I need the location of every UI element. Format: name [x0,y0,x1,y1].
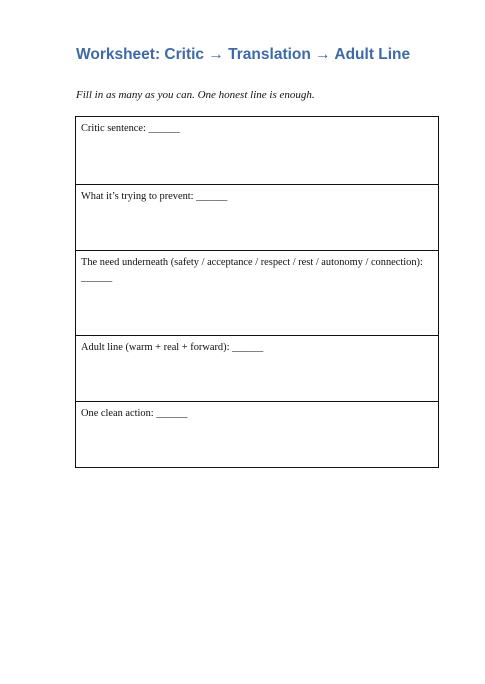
worksheet-table [75,116,439,468]
worksheet-instructions: Fill in as many as you can. One honest line is enough. [76,89,315,101]
row-label: One clean action: ______ [81,408,188,419]
row-adult-line[interactable] [76,336,438,402]
row-clean-action[interactable] [76,402,438,468]
row-label: What it’s trying to prevent: ______ [81,191,228,202]
row-label: The need underneath (safety / acceptance / respect / rest / autonomy / connection): ______ [81,257,423,283]
row-critic-sentence[interactable] [76,117,438,185]
worksheet-title: Worksheet: Critic → Translation → Adult Line [76,46,411,63]
row-label: Critic sentence: ______ [81,123,180,134]
row-label: Adult line (warm + real + forward): ______ [81,342,264,353]
row-need-underneath[interactable] [76,251,438,336]
row-trying-to-prevent[interactable] [76,185,438,251]
